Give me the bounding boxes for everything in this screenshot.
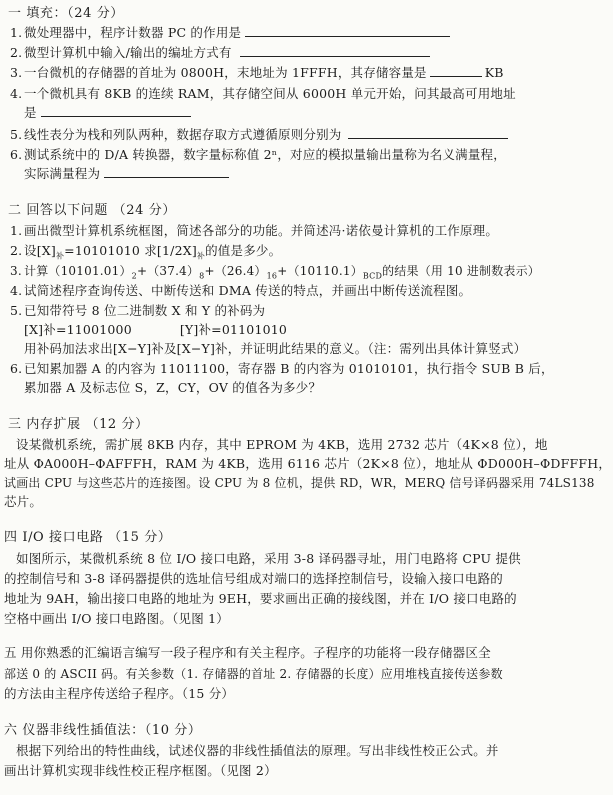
q-number: 2. <box>10 243 23 258</box>
q-number: 1. <box>10 25 23 40</box>
q-text: 微处理器中，程序计数器 PC 的作用是 <box>24 25 242 40</box>
q-text: 画出微型计算机系统框图，简述各部分的功能。并简述冯·诺依曼计算机的工作原理。 <box>24 223 499 238</box>
q-number: 1. <box>10 223 23 238</box>
q1-5 <box>10 127 613 143</box>
q-number: 2. <box>10 45 23 60</box>
q2-2 <box>10 243 613 259</box>
q-number: 3. <box>10 65 23 80</box>
q-text: 已知累加器 A 的内容为 11011100，寄存器 B 的内容为 01010101，执行指令 SUB B 后， <box>24 361 554 376</box>
q-number: 5. <box>10 303 23 318</box>
q-text: +（37.4） <box>136 264 200 278</box>
q-text: 用补码加法求出[X−Y]补及[X−Y]补，并证明此结果的意义。（注：需列出具体计算竖式） <box>24 341 527 356</box>
sec6-line-1: 根据下列给出的特性曲线，试述仪器的非线性插值法的原理。写出非线性校正公式。并 <box>16 743 499 758</box>
q-number: 5. <box>10 127 23 142</box>
q-text: [X]补=11001000 <box>24 322 132 337</box>
q-text: 的结果（用 10 进制数表示） <box>382 264 540 278</box>
section-4-title: 四 I/O 接口电路 （15 分） <box>4 530 172 545</box>
subscript: 2 <box>131 271 137 281</box>
q1-4b <box>24 105 613 121</box>
sec5-line-1: 五 用你熟悉的汇编语言编写一段子程序和有关主程序。子程序的功能将一段存储器区全 <box>4 645 491 660</box>
q2-6a <box>10 361 613 377</box>
q-text: +（10110.1） <box>277 264 363 278</box>
answer-blank <box>430 65 482 77</box>
q-text: =10101010 求[1/2X] <box>64 243 197 258</box>
sec3-line-2: 址从 ΦA000H–ΦAFFFH，RAM 为 4KB，选用 6116 芯片（2K×8 位），地址从 ΦD000H–ΦDFFFH， <box>4 456 612 471</box>
q2-6b <box>24 380 613 396</box>
sec4-line-4: 空格中画出 I/O 接口电路图。（见图 1） <box>4 611 229 626</box>
q1-1 <box>10 25 613 41</box>
q1-6b <box>24 166 613 182</box>
q-text: 微型计算机中输入/输出的编址方式有 <box>24 45 232 60</box>
sec4-line-2: 的控制信号和 3-8 译码器提供的选址信号组成对端口的选择控制信号，设输入接口电路的 <box>4 571 503 586</box>
subscript: 补 <box>55 251 65 261</box>
q2-5b <box>24 322 613 338</box>
q-unit: KB <box>484 65 504 80</box>
answer-blank <box>41 105 191 117</box>
q2-1 <box>10 223 613 239</box>
subscript: 16 <box>266 271 278 281</box>
q-text: 一个微机具有 8KB 的连续 RAM，其存储空间从 6000H 单元开始，问其最高可用地址 <box>24 86 516 101</box>
q-text: 计算（10101.01） <box>24 264 132 278</box>
q-number: 4. <box>10 283 23 298</box>
q2-5a <box>10 303 613 319</box>
q-text: 实际满量程为 <box>24 166 101 181</box>
sec3-line-1: 设某微机系统，需扩展 8KB 内存，其中 EPROM 为 4KB，选用 2732 芯片（4K×8 位），地 <box>16 437 548 452</box>
q2-4 <box>10 283 613 299</box>
q-text: 线性表分为栈和列队两种，数据存取方式遵循原则分别为 <box>24 127 342 142</box>
q2-3 <box>10 263 613 279</box>
q-text: [Y]补=01101010 <box>179 322 288 337</box>
sec5-line-2: 部送 0 的 ASCII 码。有关参数（1. 存储器的首址 2. 存储器的长度）应用堆栈直接传送参数 <box>4 667 503 681</box>
q-text: 已知带符号 8 位二进制数 X 和 Y 的补码为 <box>24 303 266 318</box>
q-text: 的值是多少。 <box>205 243 282 258</box>
section-2-title: 二 回答以下问题 （24 分） <box>8 203 176 218</box>
sec3-line-3: 试画出 CPU 与这些芯片的连接图。设 CPU 为 8 位机，提供 RD，WR，MERQ 信号译码器采用 74LS138 <box>4 476 595 490</box>
q-text: 测试系统中的 D/A 转换器，数字量标称值 2ⁿ，对应的模拟量输出量称为名义满量程， <box>24 147 506 162</box>
q-number: 3. <box>10 264 22 278</box>
q-number: 6. <box>10 361 23 376</box>
sec5-line-3: 的方法由主程序传送给子程序。（15 分） <box>4 686 235 701</box>
sec3-line-4: 芯片。 <box>4 494 43 509</box>
q1-4a <box>10 86 613 102</box>
answer-blank <box>348 127 508 139</box>
q-text: 一台微机的存储器的首址为 0800H，末地址为 1FFFH，其存储容量是 <box>24 65 427 80</box>
q-text: 设[X] <box>24 243 56 258</box>
answer-blank <box>245 25 450 37</box>
q-number: 4. <box>10 86 23 101</box>
q1-2 <box>10 45 613 61</box>
q-text: 是 <box>24 105 37 120</box>
sec4-line-3: 地址为 9AH，输出接口电路的地址为 9EH，要求画出正确的接线图，并在 I/O 接口电路的 <box>4 591 517 606</box>
answer-blank <box>104 166 229 178</box>
q-number: 6. <box>10 147 23 162</box>
q-text: +（26.4） <box>204 264 267 278</box>
q2-5c <box>24 341 613 357</box>
section-3-title: 三 内存扩展 （12 分） <box>8 417 149 432</box>
subscript: 8 <box>199 271 205 281</box>
q-text: 累加器 A 及标志位 S，Z，CY，OV 的值各为多少？ <box>24 380 322 395</box>
section-1-title: 一 填充：（24 分） <box>8 6 124 21</box>
q1-6a <box>10 147 613 163</box>
q1-3 <box>10 65 613 81</box>
sec6-line-2: 画出计算机实现非线性校正程序框图。（见图 2） <box>4 763 277 778</box>
answer-blank <box>240 45 430 57</box>
section-6-title: 六 仪器非线性插值法：（10 分） <box>4 723 202 738</box>
q-text: 试简述程序查询传送、中断传送和 DMA 传送的特点，并画出中断传送流程图。 <box>24 283 472 298</box>
sec4-line-1: 如图所示，某微机系统 8 位 I/O 接口电路，采用 3-8 译码器寻址，用门电路将 CPU 提供 <box>16 551 521 566</box>
subscript: BCD <box>362 271 383 281</box>
subscript: 补 <box>196 251 206 261</box>
